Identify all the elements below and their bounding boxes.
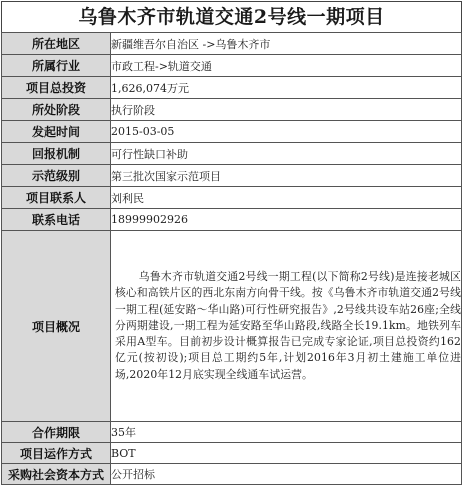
row-label-demo-level: 示范级别 [2,165,111,187]
row-value-industry: 市政工程->轨道交通 [111,55,462,77]
row-label-contact-person: 项目联系人 [2,187,111,209]
row-label-start-date: 发起时间 [2,121,111,143]
table-row [2,55,462,77]
row-label-overview: 项目概况 [2,231,111,422]
row-label-return-mechanism: 回报机制 [2,143,111,165]
row-label-operation-mode: 项目运作方式 [2,443,111,464]
table-row [2,464,462,485]
page-title: 乌鲁木齐市轨道交通2号线一期项目 [1,1,462,32]
row-label-region: 所在地区 [2,33,111,55]
row-value-stage: 执行阶段 [111,99,462,121]
table-row [2,443,462,464]
row-value-total-investment: 1,626,074万元 [111,77,462,99]
row-value-procurement-method: 公开招标 [111,464,462,485]
row-label-procurement-method: 采购社会资本方式 [2,464,111,485]
table-row [2,77,462,99]
row-label-stage: 所处阶段 [2,99,111,121]
table-row [2,121,462,143]
row-value-contact-person: 刘利民 [111,187,462,209]
row-value-phone: 18999902926 [111,209,462,231]
table-row [2,209,462,231]
row-value-start-date: 2015-03-05 [111,121,462,143]
table-row [2,231,462,422]
row-value-overview: 乌鲁木齐市轨道交通2号线一期工程(以下简称2号线)是连接老城区核心和高铁片区的西北东南方向骨干线。按《乌鲁木齐市轨道交通2号线一期工程(延安路～华山路)可行性研究报告》,2号线共设车站26座;全线分两期建设,一期工程为延安路至华山路段,线路全长19.1km。地铁列车采用A型车。目前初步设计概算报告已完成专家论证,项目总投资约162亿元(按初设);项目总工期约5年,计划2016年3月初土建施工单位进场,2020年12月底实现全线通车试运营。 [111,231,462,422]
row-value-return-mechanism: 可行性缺口补助 [111,143,462,165]
table-row [2,422,462,443]
row-label-total-investment: 项目总投资 [2,77,111,99]
row-label-industry: 所属行业 [2,55,111,77]
table-row [2,99,462,121]
row-value-operation-mode: BOT [111,443,462,464]
row-value-cooperation-term: 35年 [111,422,462,443]
row-label-cooperation-term: 合作期限 [2,422,111,443]
table-row [2,33,462,55]
row-label-phone: 联系电话 [2,209,111,231]
table-row [2,165,462,187]
row-value-region: 新疆维吾尔自治区 ->乌鲁木齐市 [111,33,462,55]
table-row [2,187,462,209]
row-value-demo-level: 第三批次国家示范项目 [111,165,462,187]
project-info-table [1,32,462,485]
table-row [2,143,462,165]
